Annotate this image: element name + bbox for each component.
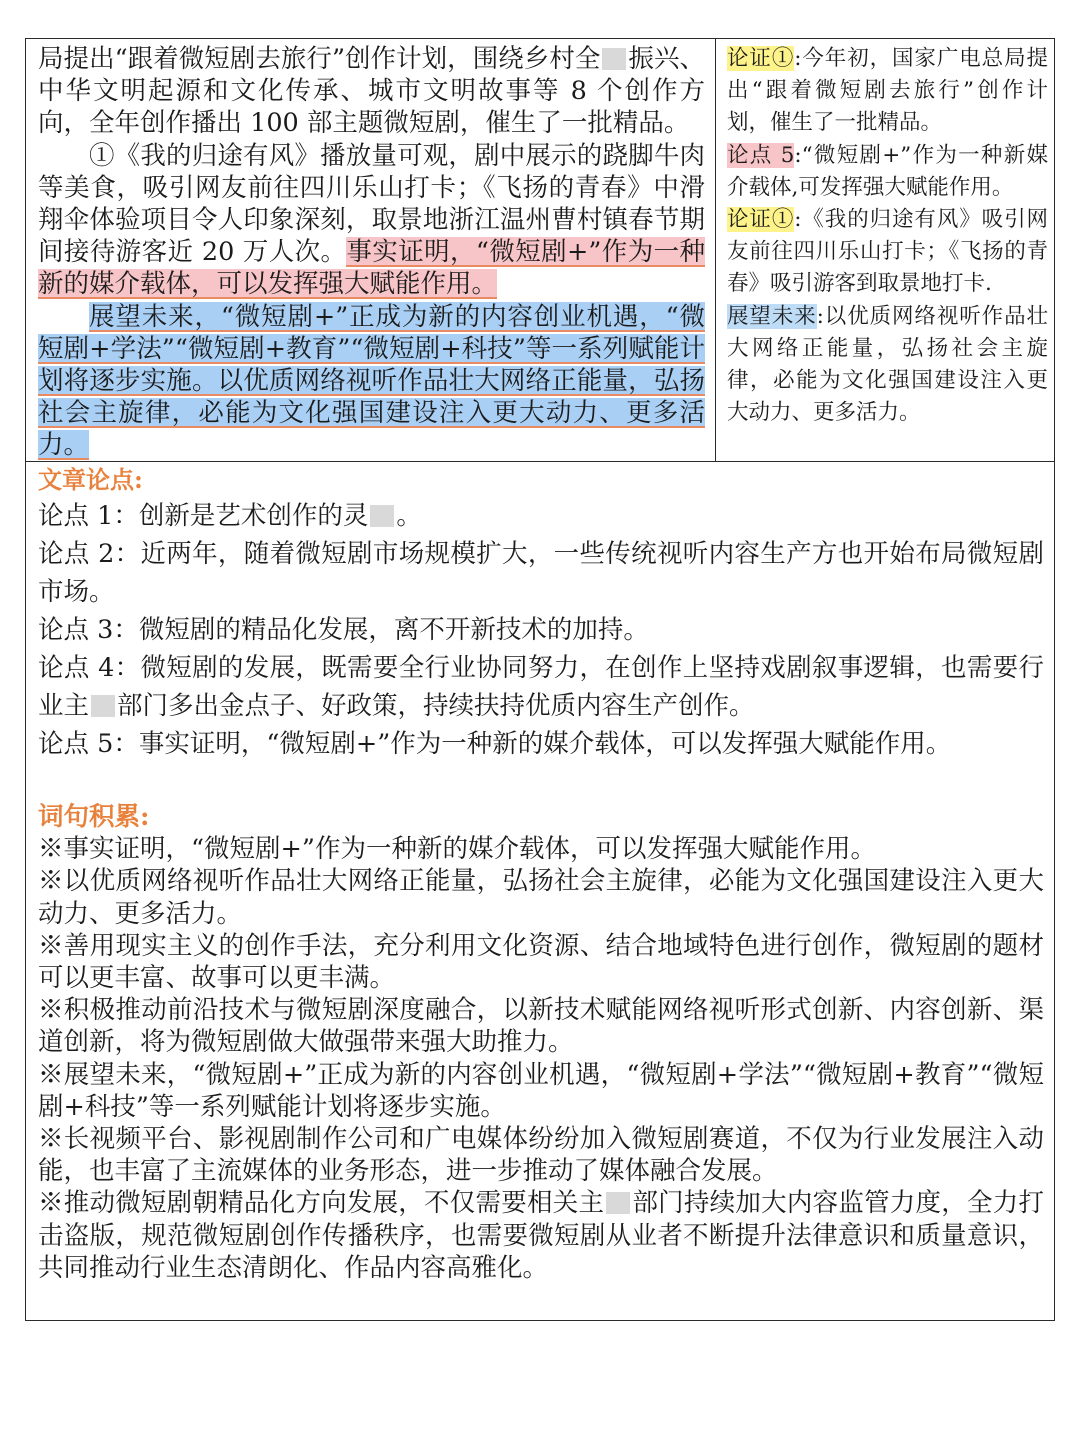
- annotation-text: :今年初，国家广电总局提出“跟着微短剧去旅行”创作计划，催生了一批精品。: [727, 46, 1048, 136]
- point-text: 论点 4：微短剧的发展，既需要全行业协同努力，在创作上坚持戏剧叙事逻辑，也需要行业主: [38, 653, 1044, 721]
- redacted-mark: [91, 695, 115, 717]
- redacted-mark: [370, 505, 394, 527]
- note-sheet: [25, 38, 1055, 1321]
- accum-item-7: [38, 1187, 1044, 1284]
- phrase-accumulation: [38, 801, 1044, 1284]
- accum-heading: 词句积累:: [38, 802, 150, 832]
- article-paragraph-3: [38, 301, 705, 462]
- point-4: [38, 649, 1044, 725]
- article-paragraph-2: [38, 140, 705, 301]
- article-text: 振兴、中华文明起源和文化传承、城市文明故事等 8 个创作方向，全年创作播出 100 部主题微短剧，催生了一批精品。: [38, 44, 705, 139]
- annotation-column: [717, 39, 1054, 461]
- point-text: 。: [396, 501, 422, 531]
- article-text: 局提出“跟着微短剧去旅行”创作计划，围绕乡村全: [38, 44, 601, 74]
- accum-item-2: ※以优质网络视听作品壮大网络正能量，弘扬社会主旋律，必能为文化强国建设注入更大动力、更多活力。: [38, 866, 1044, 929]
- annotation-text: :“微短剧+”作为一种新媒介载体,可发挥强大赋能作用。: [727, 142, 1049, 200]
- redacted-mark: [602, 48, 626, 70]
- bottom-section: [26, 463, 1054, 1284]
- article-text: ①《我的归途有风》播放量可观，剧中展示的跷脚牛肉等美食，吸引网友前往四川乐山打卡；《飞扬的青春》中滑翔伞体验项目令人印象深刻，取景地浙江温州曹村镇春节期间接待游客近 20 万人次。: [38, 140, 705, 268]
- point-5: 论点 5：事实证明，“微短剧+”作为一种新的媒介载体，可以发挥强大赋能作用。: [38, 729, 952, 759]
- accum-item-5: ※展望未来，“微短剧+”正成为新的内容创业机遇，“微短剧+学法”“微短剧+教育”“微短剧+科技”等一系列赋能计划将逐步实施。: [38, 1059, 1044, 1122]
- annotation-1: [727, 43, 1048, 140]
- accum-text: 部门持续加大内容监管力度，全力打击盗版，规范微短剧创作传播秩序，也需要微短剧从业者不断提升法律意识和质量意识，共同推动行业生态清朗化、作品内容高雅化。: [38, 1188, 1044, 1283]
- tag-argument: 论证①: [727, 207, 795, 233]
- article-column: [26, 39, 716, 461]
- point-3: 论点 3：微短剧的精品化发展，离不开新技术的加持。: [38, 615, 649, 645]
- annotation-4: [727, 301, 1048, 430]
- points-heading: 文章论点:: [38, 465, 143, 494]
- accum-item-1: ※事实证明，“微短剧+”作为一种新的媒介载体，可以发挥强大赋能作用。: [38, 834, 876, 865]
- redacted-mark: [606, 1192, 630, 1214]
- tag-point: 论点 5: [727, 142, 795, 168]
- point-text: 部门多出金点子、好政策，持续扶持优质内容生产创作。: [117, 691, 755, 721]
- top-table-row: [26, 39, 1054, 462]
- accum-item-6: ※长视频平台、影视剧制作公司和广电媒体纷纷加入微短剧赛道，不仅为行业发展注入动能，也丰富了主流媒体的业务形态，进一步推动了媒体融合发展。: [38, 1124, 1044, 1187]
- annotation-text: :以优质网络视听作品壮大网络正能量，弘扬社会主旋律，必能为文化强国建设注入更大动力、更多活力。: [727, 303, 1048, 426]
- point-2: 论点 2：近两年，随着微短剧市场规模扩大，一些传统视听内容生产方也开始布局微短剧市场。: [38, 539, 1044, 607]
- points-list: [38, 497, 1044, 763]
- article-paragraph-1: [38, 43, 705, 140]
- highlight-blue: 展望未来，“微短剧+”正成为新的内容创业机遇，“微短剧+学法”“微短剧+教育”“微短剧+科技”等一系列赋能计划将逐步实施。以优质网络视听作品壮大网络正能量，弘扬社会主旋律，必能为文化强国建设注入更大动力、更多活力。: [38, 301, 705, 461]
- point-1: [38, 497, 1044, 535]
- tag-outlook: 展望未来: [727, 303, 817, 329]
- highlight-pink: 事实证明，“微短剧+”作为一种新的媒介载体，可以发挥强大赋能作用。: [38, 237, 705, 300]
- annotation-2: [727, 140, 1048, 204]
- accum-text: ※推动微短剧朝精品化方向发展，不仅需要相关主: [38, 1188, 605, 1219]
- accum-item-3: ※善用现实主义的创作手法，充分利用文化资源、结合地域特色进行创作，微短剧的题材可以更丰富、故事可以更丰满。: [38, 930, 1044, 994]
- tag-argument: 论证①: [727, 46, 795, 71]
- annotation-text: :《我的归途有风》吸引网友前往四川乐山打卡；《飞扬的青春》吸引游客到取景地打卡.: [727, 207, 1048, 297]
- accum-item-4: ※积极推动前沿技术与微短剧深度融合，以新技术赋能网络视听形式创新、内容创新、渠道创新，将为微短剧做大做强带来强大助推力。: [38, 995, 1044, 1058]
- annotation-3: [727, 204, 1048, 301]
- point-text: 论点 1：创新是艺术创作的灵: [38, 501, 369, 531]
